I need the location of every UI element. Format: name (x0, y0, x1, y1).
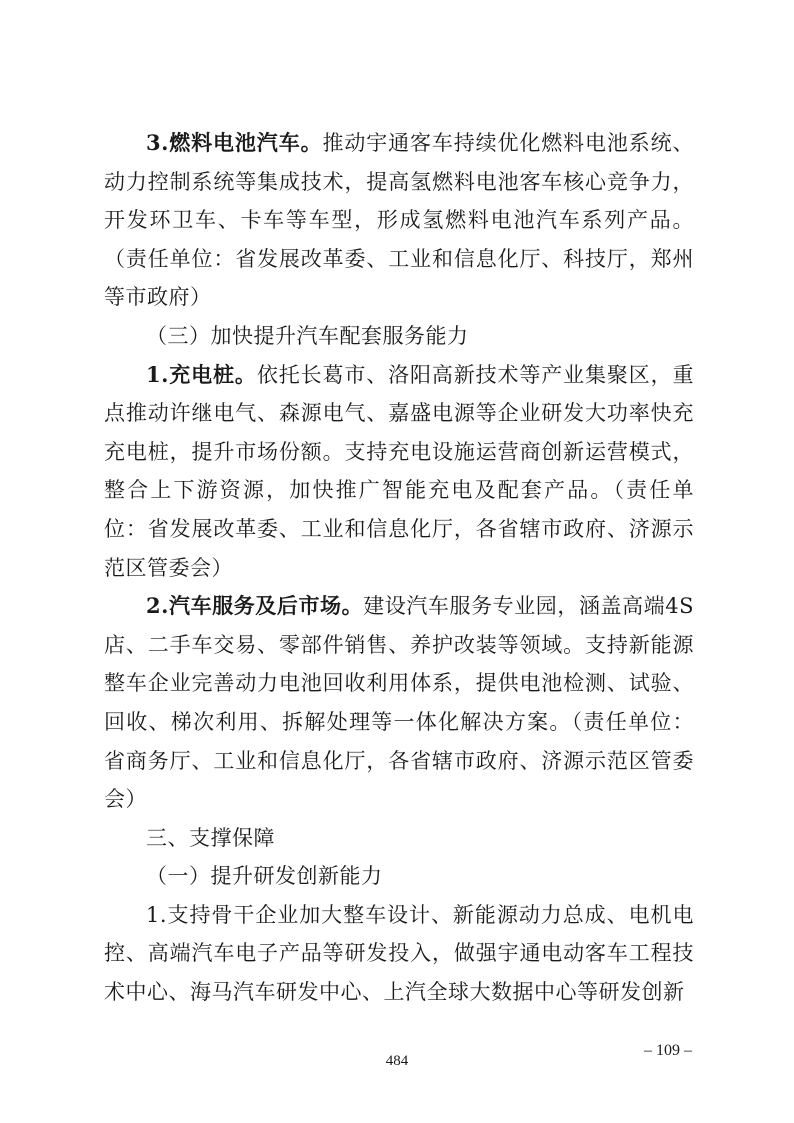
folio-number: 484 (385, 1053, 409, 1069)
paragraph-text: 推动宇通客车持续优化燃料电池系统、动力控制系统等集成技术，提高氢燃料电池客车核心竞争力，开发环卫车、卡车等车型，形成氢燃料电池汽车系列产品。（责任单位：省发展改革委、工业和信息化厅、科技厅，郑州等市政府） (104, 131, 694, 310)
document-body (104, 124, 694, 1012)
section-heading-support: 三、支撑保障 (146, 825, 275, 850)
paragraph-charging-pile (104, 356, 694, 588)
paragraph-text: 依托长葛市、洛阳高新技术等产业集聚区，重点推动许继电气、森源电气、嘉盛电源等企业研发大功率快充充电桩，提升市场份额。支持充电设施运营商创新运营模式，整合上下游资源，加快推广智能充电及配套产品。（责任单位：省发展改革委、工业和信息化厅，各省辖市政府、济源示范区管委会） (104, 362, 694, 580)
paragraph-lead: 1.充电桩。 (146, 361, 257, 387)
paragraph-lead: 2.汽车服务及后市场。 (146, 593, 364, 619)
paragraph-lead: 3.燃料电池汽车。 (146, 130, 323, 155)
paragraph-aftermarket (104, 587, 694, 819)
paragraph-rd-investment: 1.支持骨干企业加大整车设计、新能源动力总成、电机电控、高端汽车电子产品等研发投入，做强宇通电动客车工程技术中心、海马汽车研发中心、上汽全球大数据中心等研发创新 (104, 902, 694, 1005)
paragraph-fuel-cell (104, 124, 694, 317)
paragraph-text: 建设汽车服务专业园，涵盖高端4S店、二手车交易、零部件销售、养护改装等领域。支持新能源整车企业完善动力电池回收利用体系，提供电池检测、试验、回收、梯次利用、拆解处理等一体化解决方案。（责任单位：省商务厅、工业和信息化厅，各省辖市政府、济源示范区管委会） (104, 594, 694, 812)
page-number: – 109 – (644, 1042, 692, 1059)
subsection-heading-rd: （一）提升研发创新能力 (146, 864, 383, 889)
section-heading-service: （三）加快提升汽车配套服务能力 (146, 323, 469, 348)
